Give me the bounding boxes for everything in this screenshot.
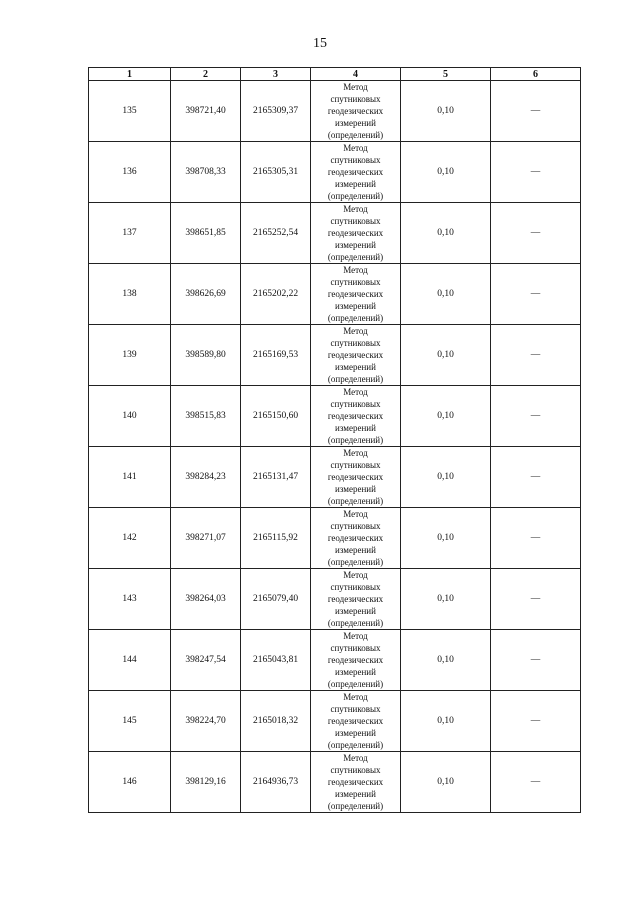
header-col-3: 3	[241, 68, 311, 81]
point-number-cell: 137	[89, 203, 171, 264]
note-cell: —	[491, 325, 581, 386]
y-coordinate-cell: 2165043,81	[241, 630, 311, 691]
y-coordinate-cell: 2165115,92	[241, 508, 311, 569]
x-coordinate-cell: 398721,40	[171, 81, 241, 142]
method-cell	[311, 203, 401, 264]
x-coordinate-cell: 398651,85	[171, 203, 241, 264]
accuracy-cell: 0,10	[401, 81, 491, 142]
method-line: Метод	[343, 265, 368, 275]
note-cell: —	[491, 691, 581, 752]
method-line: Метод	[343, 82, 368, 92]
table-row	[89, 325, 581, 386]
method-line: измерений	[335, 423, 376, 433]
y-coordinate-cell: 2165309,37	[241, 81, 311, 142]
method-line: измерений	[335, 667, 376, 677]
table-row	[89, 264, 581, 325]
method-line: спутниковых	[330, 643, 381, 653]
accuracy-cell: 0,10	[401, 752, 491, 813]
x-coordinate-cell: 398515,83	[171, 386, 241, 447]
point-number-cell: 146	[89, 752, 171, 813]
table-row	[89, 569, 581, 630]
method-line: Метод	[343, 204, 368, 214]
point-number-cell: 135	[89, 81, 171, 142]
table-row	[89, 447, 581, 508]
point-number-cell: 141	[89, 447, 171, 508]
method-line: геодезических	[327, 350, 384, 360]
method-line: спутниковых	[330, 582, 381, 592]
note-cell: —	[491, 630, 581, 691]
note-cell: —	[491, 447, 581, 508]
point-number-cell: 136	[89, 142, 171, 203]
accuracy-cell: 0,10	[401, 691, 491, 752]
header-col-2: 2	[171, 68, 241, 81]
method-line: (определений)	[327, 557, 384, 567]
method-line: измерений	[335, 545, 376, 555]
y-coordinate-cell: 2164936,73	[241, 752, 311, 813]
method-line: спутниковых	[330, 216, 381, 226]
table-row	[89, 508, 581, 569]
method-line: измерений	[335, 362, 376, 372]
method-line: измерений	[335, 484, 376, 494]
method-line: (определений)	[327, 130, 384, 140]
method-cell	[311, 325, 401, 386]
method-line: измерений	[335, 728, 376, 738]
y-coordinate-cell: 2165150,60	[241, 386, 311, 447]
point-number-cell: 144	[89, 630, 171, 691]
method-line: спутниковых	[330, 94, 381, 104]
note-cell: —	[491, 508, 581, 569]
method-line: (определений)	[327, 740, 384, 750]
header-col-1: 1	[89, 68, 171, 81]
method-line: Метод	[343, 387, 368, 397]
method-line: спутниковых	[330, 155, 381, 165]
y-coordinate-cell: 2165131,47	[241, 447, 311, 508]
note-cell: —	[491, 752, 581, 813]
accuracy-cell: 0,10	[401, 447, 491, 508]
method-line: измерений	[335, 789, 376, 799]
point-number-cell: 139	[89, 325, 171, 386]
table-header-row	[89, 68, 581, 81]
method-line: спутниковых	[330, 704, 381, 714]
point-number-cell: 143	[89, 569, 171, 630]
method-line: (определений)	[327, 679, 384, 689]
method-line: измерений	[335, 240, 376, 250]
y-coordinate-cell: 2165252,54	[241, 203, 311, 264]
note-cell: —	[491, 81, 581, 142]
y-coordinate-cell: 2165202,22	[241, 264, 311, 325]
method-line: измерений	[335, 606, 376, 616]
accuracy-cell: 0,10	[401, 569, 491, 630]
method-cell	[311, 569, 401, 630]
method-line: геодезических	[327, 289, 384, 299]
x-coordinate-cell: 398129,16	[171, 752, 241, 813]
method-cell	[311, 630, 401, 691]
table-row	[89, 203, 581, 264]
y-coordinate-cell: 2165018,32	[241, 691, 311, 752]
table-row	[89, 81, 581, 142]
method-cell	[311, 691, 401, 752]
table-row	[89, 142, 581, 203]
point-number-cell: 145	[89, 691, 171, 752]
accuracy-cell: 0,10	[401, 630, 491, 691]
method-line: Метод	[343, 326, 368, 336]
x-coordinate-cell: 398708,33	[171, 142, 241, 203]
point-number-cell: 138	[89, 264, 171, 325]
x-coordinate-cell: 398224,70	[171, 691, 241, 752]
method-cell	[311, 752, 401, 813]
table-row	[89, 386, 581, 447]
method-line: Метод	[343, 509, 368, 519]
y-coordinate-cell: 2165169,53	[241, 325, 311, 386]
table-row	[89, 630, 581, 691]
method-cell	[311, 447, 401, 508]
coordinates-table	[88, 67, 581, 813]
method-cell	[311, 386, 401, 447]
method-line: геодезических	[327, 106, 384, 116]
header-col-4: 4	[311, 68, 401, 81]
method-line: (определений)	[327, 801, 384, 811]
method-line: (определений)	[327, 496, 384, 506]
method-line: геодезических	[327, 777, 384, 787]
method-cell	[311, 81, 401, 142]
accuracy-cell: 0,10	[401, 264, 491, 325]
method-line: спутниковых	[330, 765, 381, 775]
method-line: Метод	[343, 570, 368, 580]
y-coordinate-cell: 2165079,40	[241, 569, 311, 630]
x-coordinate-cell: 398284,23	[171, 447, 241, 508]
page-number: 15	[313, 36, 327, 51]
note-cell: —	[491, 203, 581, 264]
x-coordinate-cell: 398626,69	[171, 264, 241, 325]
method-line: геодезических	[327, 594, 384, 604]
method-line: Метод	[343, 448, 368, 458]
method-line: геодезических	[327, 167, 384, 177]
method-line: Метод	[343, 631, 368, 641]
method-cell	[311, 264, 401, 325]
accuracy-cell: 0,10	[401, 203, 491, 264]
method-cell	[311, 508, 401, 569]
method-line: геодезических	[327, 411, 384, 421]
method-line: геодезических	[327, 472, 384, 482]
method-line: спутниковых	[330, 399, 381, 409]
point-number-cell: 140	[89, 386, 171, 447]
header-col-5: 5	[401, 68, 491, 81]
accuracy-cell: 0,10	[401, 142, 491, 203]
method-line: Метод	[343, 753, 368, 763]
method-line: (определений)	[327, 191, 384, 201]
method-line: (определений)	[327, 374, 384, 384]
method-line: (определений)	[327, 252, 384, 262]
method-line: (определений)	[327, 435, 384, 445]
accuracy-cell: 0,10	[401, 386, 491, 447]
header-col-6: 6	[491, 68, 581, 81]
method-line: измерений	[335, 301, 376, 311]
note-cell: —	[491, 569, 581, 630]
method-line: геодезических	[327, 716, 384, 726]
table-row	[89, 691, 581, 752]
x-coordinate-cell: 398589,80	[171, 325, 241, 386]
note-cell: —	[491, 386, 581, 447]
x-coordinate-cell: 398264,03	[171, 569, 241, 630]
method-line: измерений	[335, 179, 376, 189]
point-number-cell: 142	[89, 508, 171, 569]
method-line: (определений)	[327, 313, 384, 323]
method-line: спутниковых	[330, 277, 381, 287]
note-cell: —	[491, 264, 581, 325]
x-coordinate-cell: 398247,54	[171, 630, 241, 691]
method-line: (определений)	[327, 618, 384, 628]
method-line: геодезических	[327, 655, 384, 665]
method-line: спутниковых	[330, 460, 381, 470]
method-line: спутниковых	[330, 338, 381, 348]
x-coordinate-cell: 398271,07	[171, 508, 241, 569]
accuracy-cell: 0,10	[401, 508, 491, 569]
accuracy-cell: 0,10	[401, 325, 491, 386]
y-coordinate-cell: 2165305,31	[241, 142, 311, 203]
method-line: спутниковых	[330, 521, 381, 531]
method-line: Метод	[343, 692, 368, 702]
method-line: геодезических	[327, 533, 384, 543]
method-line: геодезических	[327, 228, 384, 238]
method-line: измерений	[335, 118, 376, 128]
method-line: Метод	[343, 143, 368, 153]
table-row	[89, 752, 581, 813]
method-cell	[311, 142, 401, 203]
note-cell: —	[491, 142, 581, 203]
